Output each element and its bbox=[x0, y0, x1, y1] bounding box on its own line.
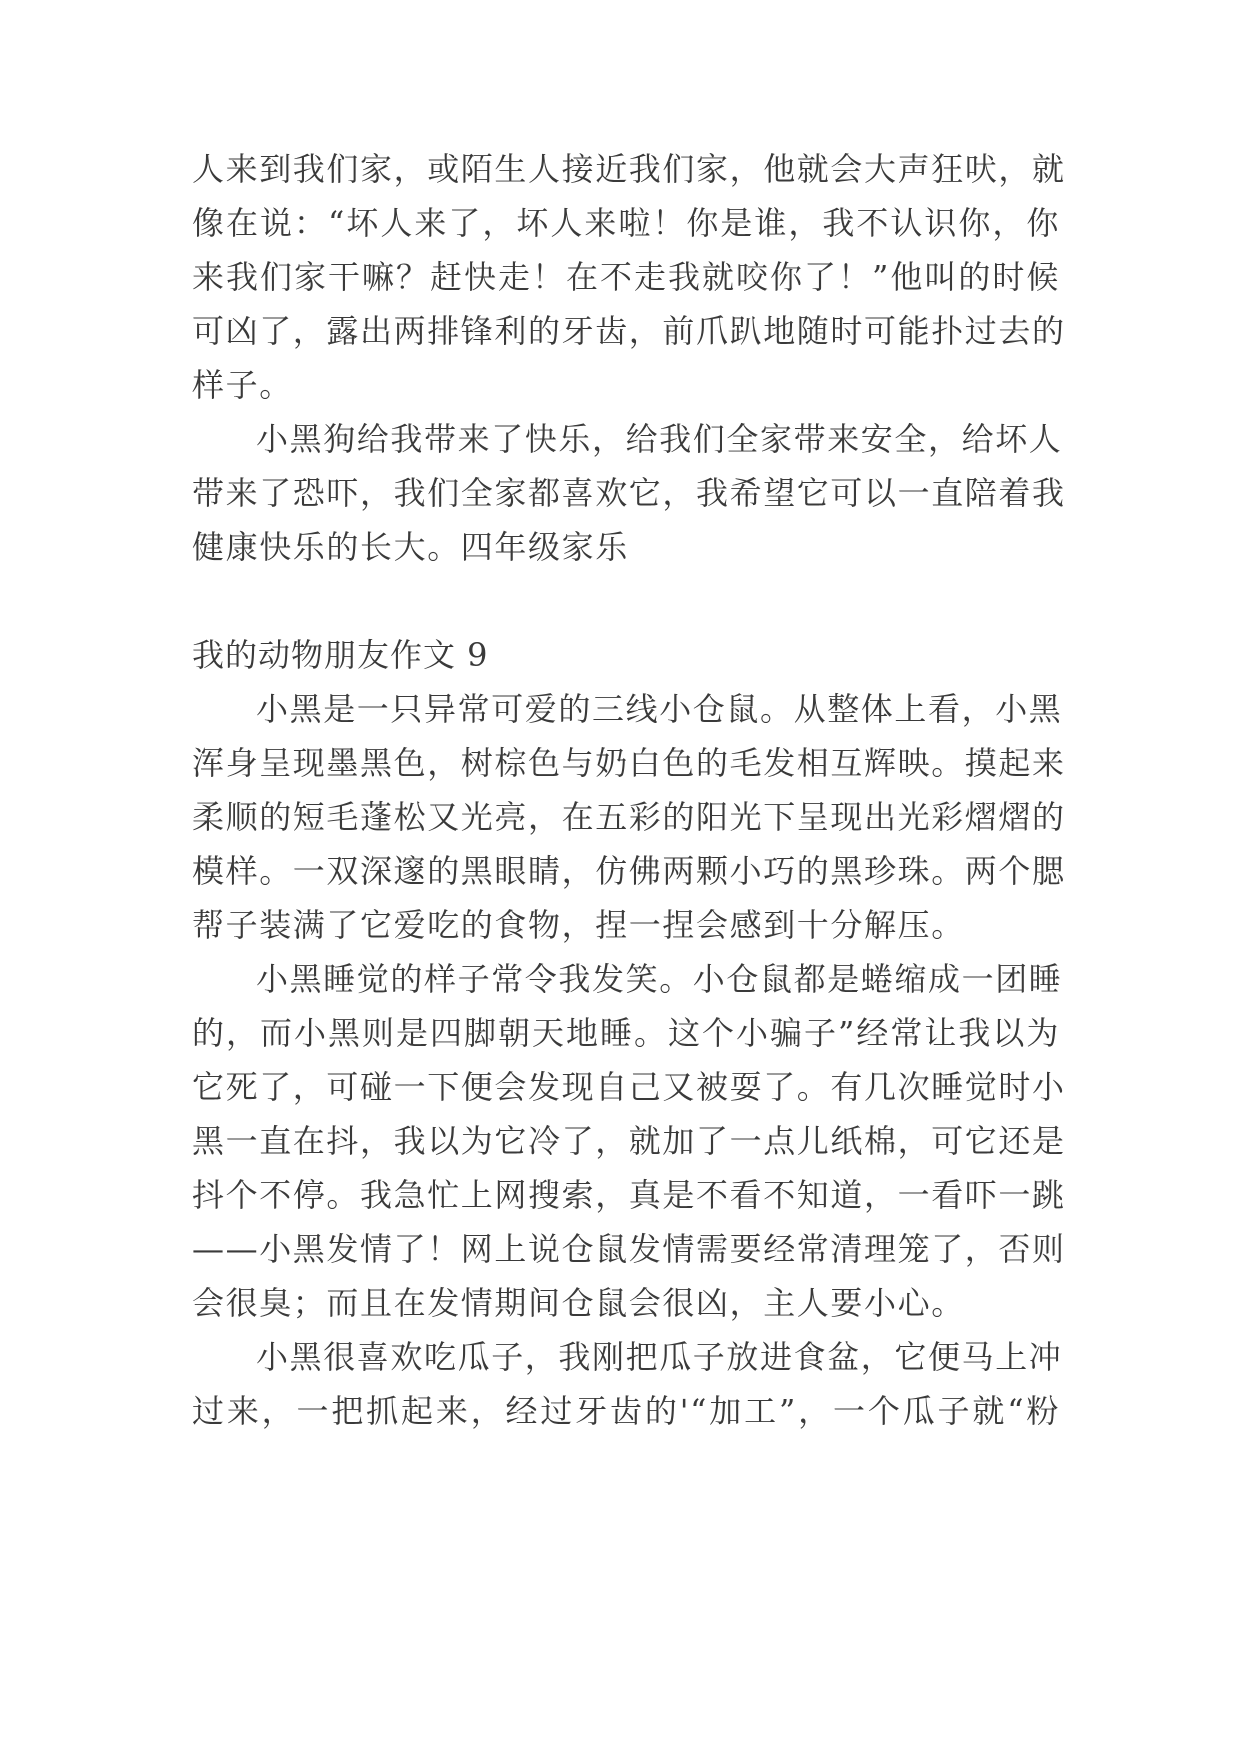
text-line: 模样。一双深邃的黑眼睛，仿佛两颗小巧的黑珍珠。两个腮 bbox=[192, 852, 1066, 890]
text-line: 人来到我们家，或陌生人接近我们家，他就会大声狂吠，就 bbox=[192, 150, 1066, 188]
text-line: 健康快乐的长大。四年级家乐 bbox=[192, 528, 629, 566]
text-line: 像在说：“坏人来了，坏人来啦！你是谁，我不认识你，你 bbox=[192, 204, 1060, 242]
text-line: 小黑睡觉的样子常令我发笑。小仓鼠都是蜷缩成一团睡 bbox=[256, 960, 1063, 998]
text-line: 柔顺的短毛蓬松又光亮，在五彩的阳光下呈现出光彩熠熠的 bbox=[192, 798, 1066, 836]
text-line: 它死了，可碰一下便会发现自己又被耍了。有几次睡觉时小 bbox=[192, 1068, 1066, 1106]
text-line: 抖个不停。我急忙上网搜索，真是不看不知道，一看吓一跳 bbox=[192, 1176, 1066, 1214]
text-line: 浑身呈现墨黑色，树棕色与奶白色的毛发相互辉映。摸起来 bbox=[192, 744, 1066, 782]
text-line: 样子。 bbox=[192, 366, 293, 404]
text-line: 的，而小黑则是四脚朝天地睡。这个小骗子”经常让我以为 bbox=[192, 1014, 1060, 1052]
text-line: 小黑狗给我带来了快乐，给我们全家带来安全，给坏人 bbox=[256, 420, 1063, 458]
text-line: 帮子装满了它爱吃的食物，捏一捏会感到十分解压。 bbox=[192, 906, 965, 944]
text-line: 小黑是一只异常可爱的三线小仓鼠。从整体上看，小黑 bbox=[256, 690, 1063, 728]
text-line: 黑一直在抖，我以为它冷了，就加了一点儿纸棉，可它还是 bbox=[192, 1122, 1066, 1160]
text-line: 来我们家干嘛？赶快走！在不走我就咬你了！”他叫的时候 bbox=[192, 258, 1060, 296]
text-line: ——小黑发情了！网上说仓鼠发情需要经常清理笼了，否则 bbox=[192, 1230, 1066, 1268]
text-line: 会很臭；而且在发情期间仓鼠会很凶，主人要小心。 bbox=[192, 1284, 965, 1322]
text-line: 过来，一把抓起来，经过牙齿的'“加工”，一个瓜子就“粉 bbox=[192, 1392, 1060, 1430]
text-line: 可凶了，露出两排锋利的牙齿，前爪趴地随时可能扑过去的 bbox=[192, 312, 1066, 350]
text-line: 小黑很喜欢吃瓜子，我刚把瓜子放进食盆，它便马上冲 bbox=[256, 1338, 1063, 1376]
text-line: 带来了恐吓，我们全家都喜欢它，我希望它可以一直陪着我 bbox=[192, 474, 1066, 512]
section-title: 我的动物朋友作文 9 bbox=[192, 636, 489, 674]
